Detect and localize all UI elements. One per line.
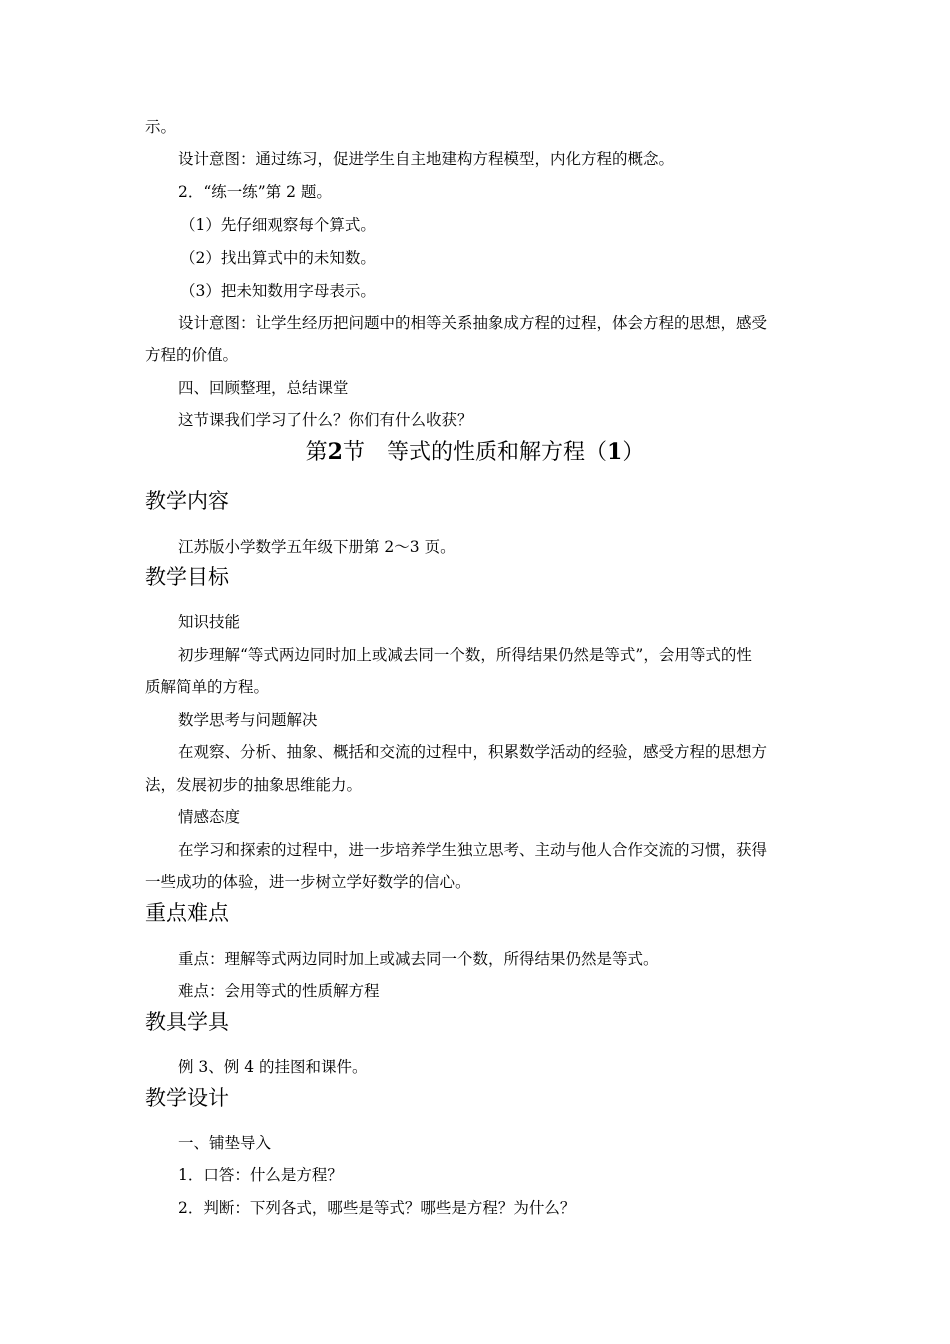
keypoint-text: 重点：理解等式两边同时加上或减去同一个数，所得结果仍然是等式。 [178,950,659,968]
heading-keypoints: 重点难点 [145,901,229,925]
design-question: 2．判断：下列各式，哪些是等式？哪些是方程？为什么？ [178,1199,576,1217]
text-line: （3）把未知数用字母表示。 [180,282,376,300]
section-title-prefix: 第 [305,440,328,465]
text-line: 设计意图：通过练习，促进学生自主地建构方程模型，内化方程的概念。 [178,150,675,168]
goal-text: 法，发展初步的抽象思维能力。 [145,776,363,794]
text-line: （2）找出算式中的未知数。 [180,249,376,267]
goal-text: 在学习和探索的过程中，进一步培养学生独立思考、主动与他人合作交流的习惯，获得 [178,841,768,859]
text-line: 设计意图：让学生经历把问题中的相等关系抽象成方程的过程，体会方程的思想，感受 [178,314,768,332]
goal-label-emotion: 情感态度 [178,808,241,826]
heading-design: 教学设计 [145,1086,229,1110]
design-step: 一、铺垫导入 [178,1134,272,1152]
content-text: 江苏版小学数学五年级下册第 2～3 页。 [178,538,456,556]
text-line: （1）先仔细观察每个算式。 [180,216,376,234]
section-title-close: ） [622,440,645,465]
tools-text: 例 3、例 4 的挂图和课件。 [178,1058,368,1076]
section-title [0,437,950,468]
difficulty-text: 难点：会用等式的性质解方程 [178,982,380,1000]
text-line: 2．“练一练”第 2 题。 [178,183,332,201]
text-line: 这节课我们学习了什么？你们有什么收获？ [178,411,473,429]
heading-content: 教学内容 [145,489,229,513]
goal-label-thinking: 数学思考与问题解决 [178,711,318,729]
goal-label-knowledge: 知识技能 [178,613,241,631]
text-line: 示。 [145,118,177,136]
heading-tools: 教具学具 [145,1010,229,1034]
section-title-number-2: 1 [607,439,623,465]
goal-text: 一些成功的体验，进一步树立学好数学的信心。 [145,873,471,891]
goal-text: 初步理解“等式两边同时加上或减去同一个数，所得结果仍然是等式”，会用等式的性 [178,646,752,664]
text-line: 四、回顾整理，总结课堂 [178,379,349,397]
goal-text: 质解简单的方程。 [145,678,270,696]
section-title-text: 节 等式的性质和解方程（ [342,440,607,465]
design-question: 1．口答：什么是方程？ [178,1166,343,1184]
text-line: 方程的价值。 [145,346,239,364]
heading-goals: 教学目标 [145,565,229,589]
section-title-number: 2 [327,439,343,465]
goal-text: 在观察、分析、抽象、概括和交流的过程中，积累数学活动的经验，感受方程的思想方 [178,743,768,761]
